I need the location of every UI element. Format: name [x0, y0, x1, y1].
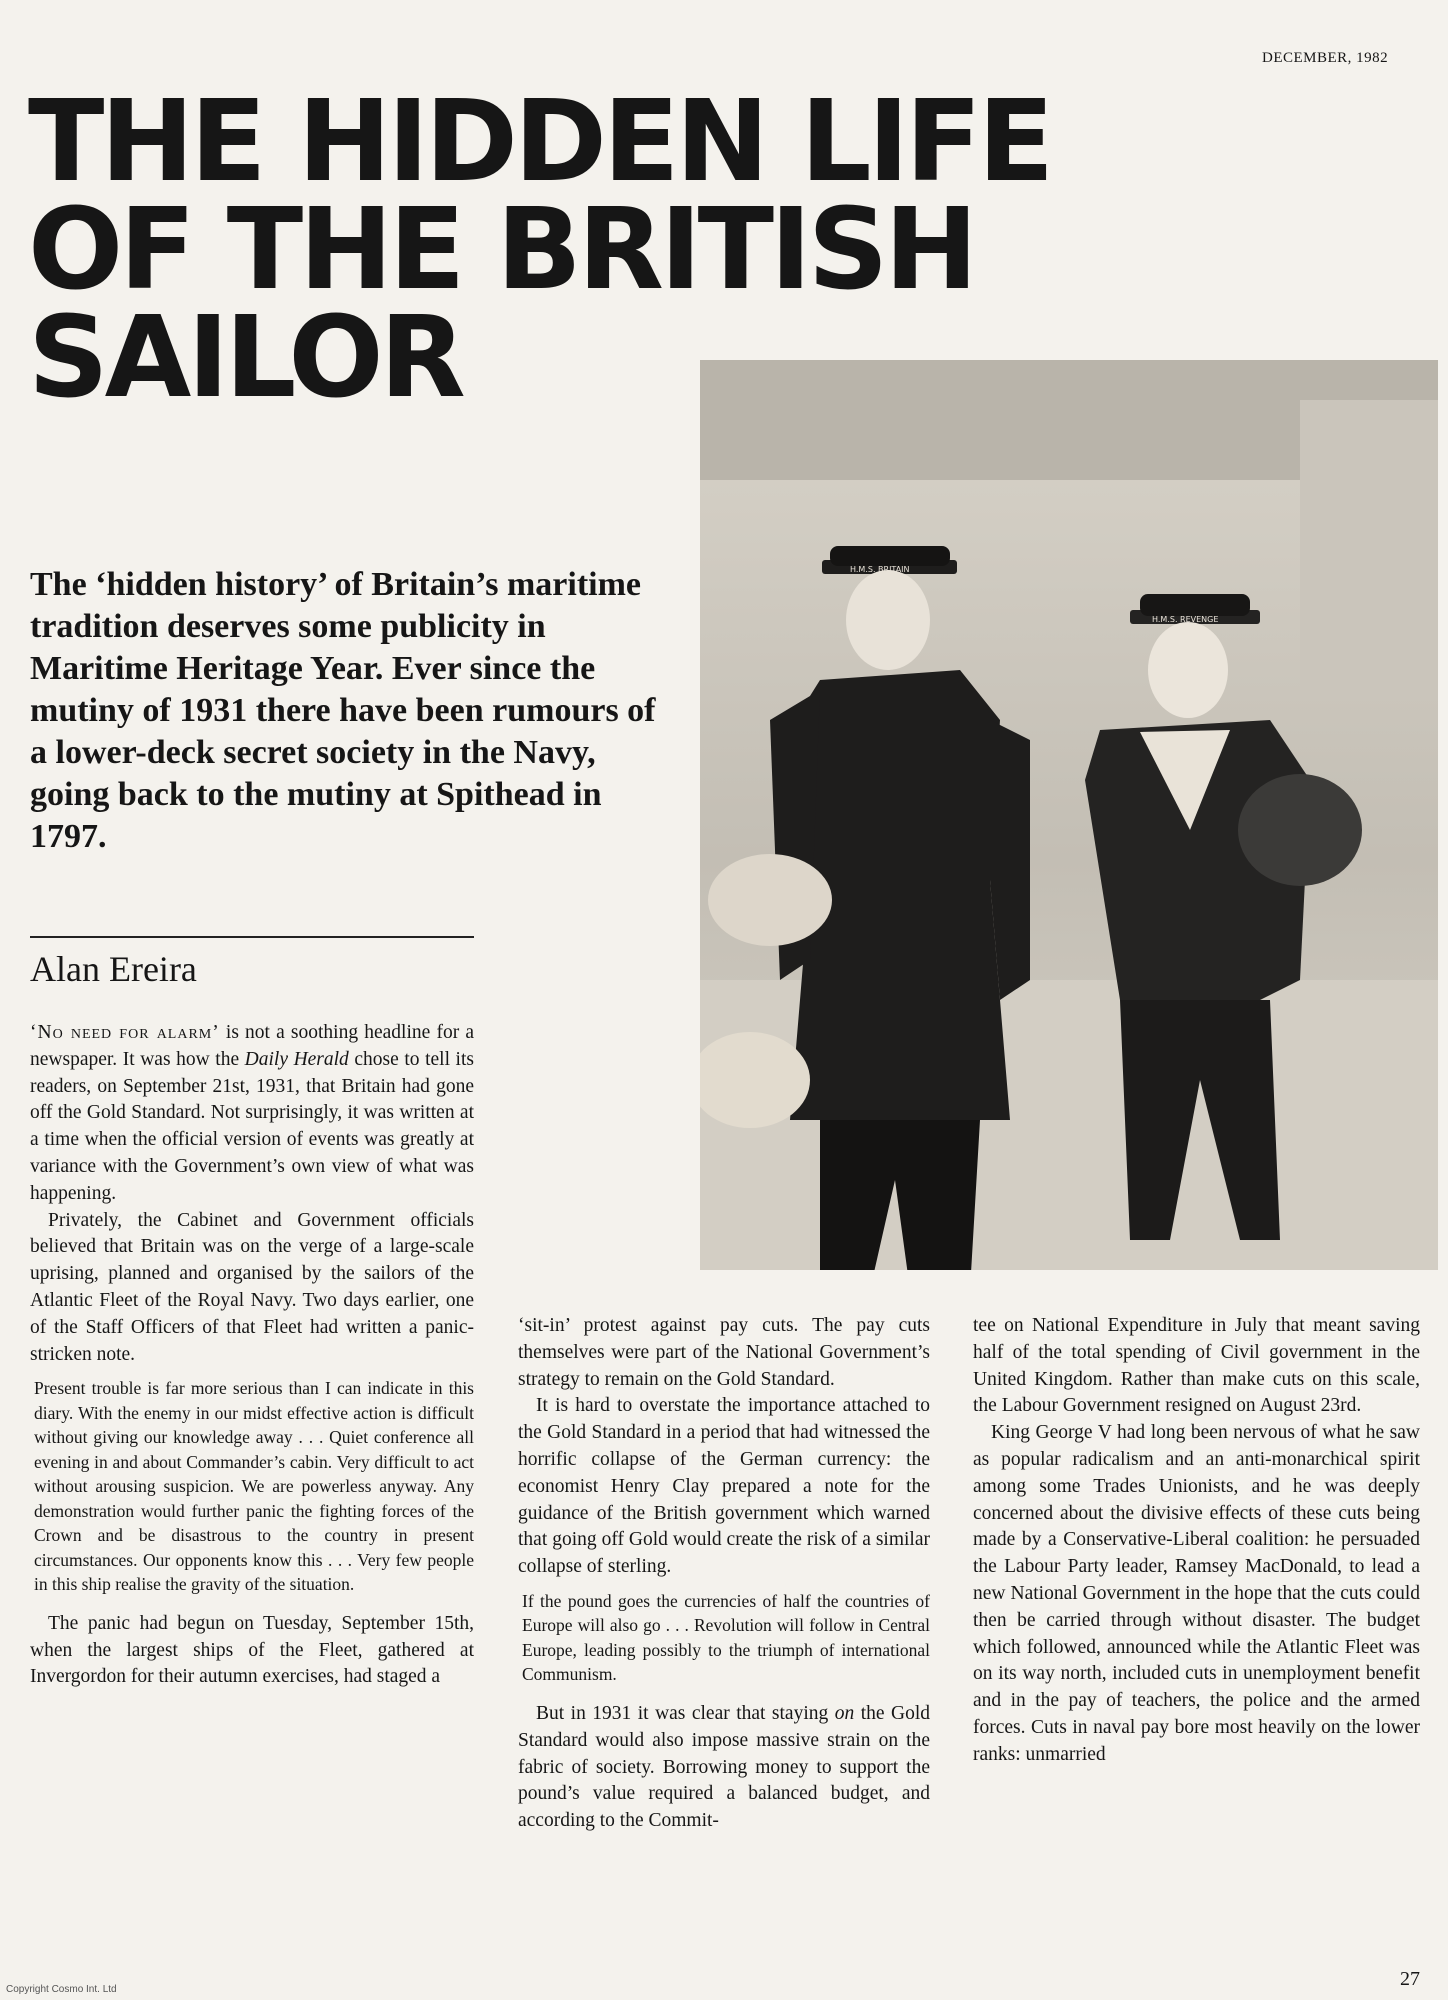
col1-paragraph-3: The panic had begun on Tuesday, September 15th, when the largest ships of the Fleet, gathered at Invergordon for their autumn exercises, had staged a	[30, 1612, 474, 1688]
col1-p1-text-b: chose to tell its readers, on September 21st, 1931, that Britain had gone off the Gold Standard. Not surprisingly, it was written at a time when the official version of events was greatly at variance with the Government’s own view of what was happening.	[30, 1048, 474, 1204]
left-cap-label: H.M.S. BRITAIN	[850, 565, 910, 574]
title-line-1: THE HIDDEN LIFE	[28, 77, 1051, 207]
body-column-1	[30, 1020, 474, 1691]
article-title	[28, 77, 1408, 423]
lead-in-caps: ‘No need for alarm’	[30, 1022, 220, 1043]
author-byline: Alan Ereira	[30, 949, 197, 989]
page-number: 27	[1400, 1968, 1420, 1990]
col1-p1-text-a: is not a soothing headline for a newspaper. It was how the	[30, 1022, 474, 1070]
sailors-photo	[700, 360, 1438, 1270]
body-column-3	[973, 1313, 1420, 1769]
dateline: DECEMBER, 1982	[1262, 50, 1389, 66]
divider-rule	[30, 936, 474, 938]
col2-p3-italic: on	[834, 1702, 855, 1724]
copyright-notice: Copyright Cosmo Int. Ltd	[6, 1984, 117, 1995]
newspaper-name: Daily Herald	[244, 1048, 349, 1070]
col2-paragraph-1: ‘sit-in’ protest against pay cuts. The pay cuts themselves were part of the National Government’s strategy to remain on the Gold Standard.	[518, 1315, 930, 1390]
col1-paragraph-2: Privately, the Cabinet and Government officials believed that Britain was on the verge of a large-scale uprising, planned and organised by the sailors of the Atlantic Fleet of the Royal Navy. Two days earlier, one of the Staff Officers of that Fleet had written a panic-stricken note.	[30, 1209, 474, 1365]
col3-paragraph-2: King George V had long been nervous of what he saw as popular radicalism and an anti-monarchical spirit among some Trades Unionists, and he was deeply concerned about the divisive effects of these cuts being made by a Conservative-Liberal coalition: he persuaded the Labour Party leader, Ramsey MacDonald, to lead a new National Government in the hope that the cuts could then be carried through without disaster. The budget which followed, announced while the Atlantic Fleet was on its way north, included cuts in unemployment benefit and in the pay of teachers, the police and the armed forces. Cuts in naval pay bore most heavily on the lower ranks: unmarried	[973, 1422, 1420, 1765]
title-line-2: OF THE BRITISH	[28, 185, 975, 315]
clay-quote: If the pound goes the currencies of half the countries of Europe will also go . . . Revolution will follow in Central Europe, leading possibly to the triumph of international Communism.	[522, 1590, 930, 1685]
col1-paragraph-1	[30, 1020, 474, 1208]
col2-paragraph-2: It is hard to overstate the importance attached to the Gold Standard in a period that had witnessed the horrific collapse of the German currency: the economist Henry Clay prepared a note for the guidance of the British government which warned that going off Gold would create the risk of a similar collapse of sterling.	[518, 1395, 930, 1578]
col2-p3-text-a: But in 1931 it was clear that staying	[536, 1702, 835, 1724]
title-line-3: SAILOR	[28, 293, 462, 423]
body-column-2	[518, 1313, 930, 1835]
col2-paragraph-3	[518, 1701, 930, 1835]
standfirst: The ‘hidden history’ of Britain’s maritime tradition deserves some publicity in Maritime Heritage Year. Ever since the mutiny of 1931 there have been rumours of a lower-deck secret society in the Navy, going back to the mutiny at Spithead in 1797.	[30, 566, 656, 855]
sailors-illustration	[700, 360, 1438, 1270]
col3-paragraph-1: tee on National Expenditure in July that meant saving half of the total spending of Civil government in the United Kingdom. Rather than make cuts on this scale, the Labour Government resigned on August 23rd.	[973, 1315, 1420, 1417]
col2-p3-text-b: the Gold Standard would also impose massive strain on the fabric of society. Borrowing money to support the pound’s value required a balanced budget, and according to the Commit-	[518, 1702, 931, 1832]
right-cap-label: H.M.S. REVENGE	[1152, 615, 1219, 624]
diary-quote: Present trouble is far more serious than I can indicate in this diary. With the enemy in our midst effective action is difficult without giving our knowledge away . . . Quiet conference all evening in and about Commander’s cabin. Very difficult to act without arousing suspicion. We are powerless anyway. Any demonstration would further panic the fighting forces of the Crown and be disastrous to the country in present circumstances. Our opponents know this . . . Very few people in this ship realise the gravity of the situation.	[34, 1378, 474, 1595]
